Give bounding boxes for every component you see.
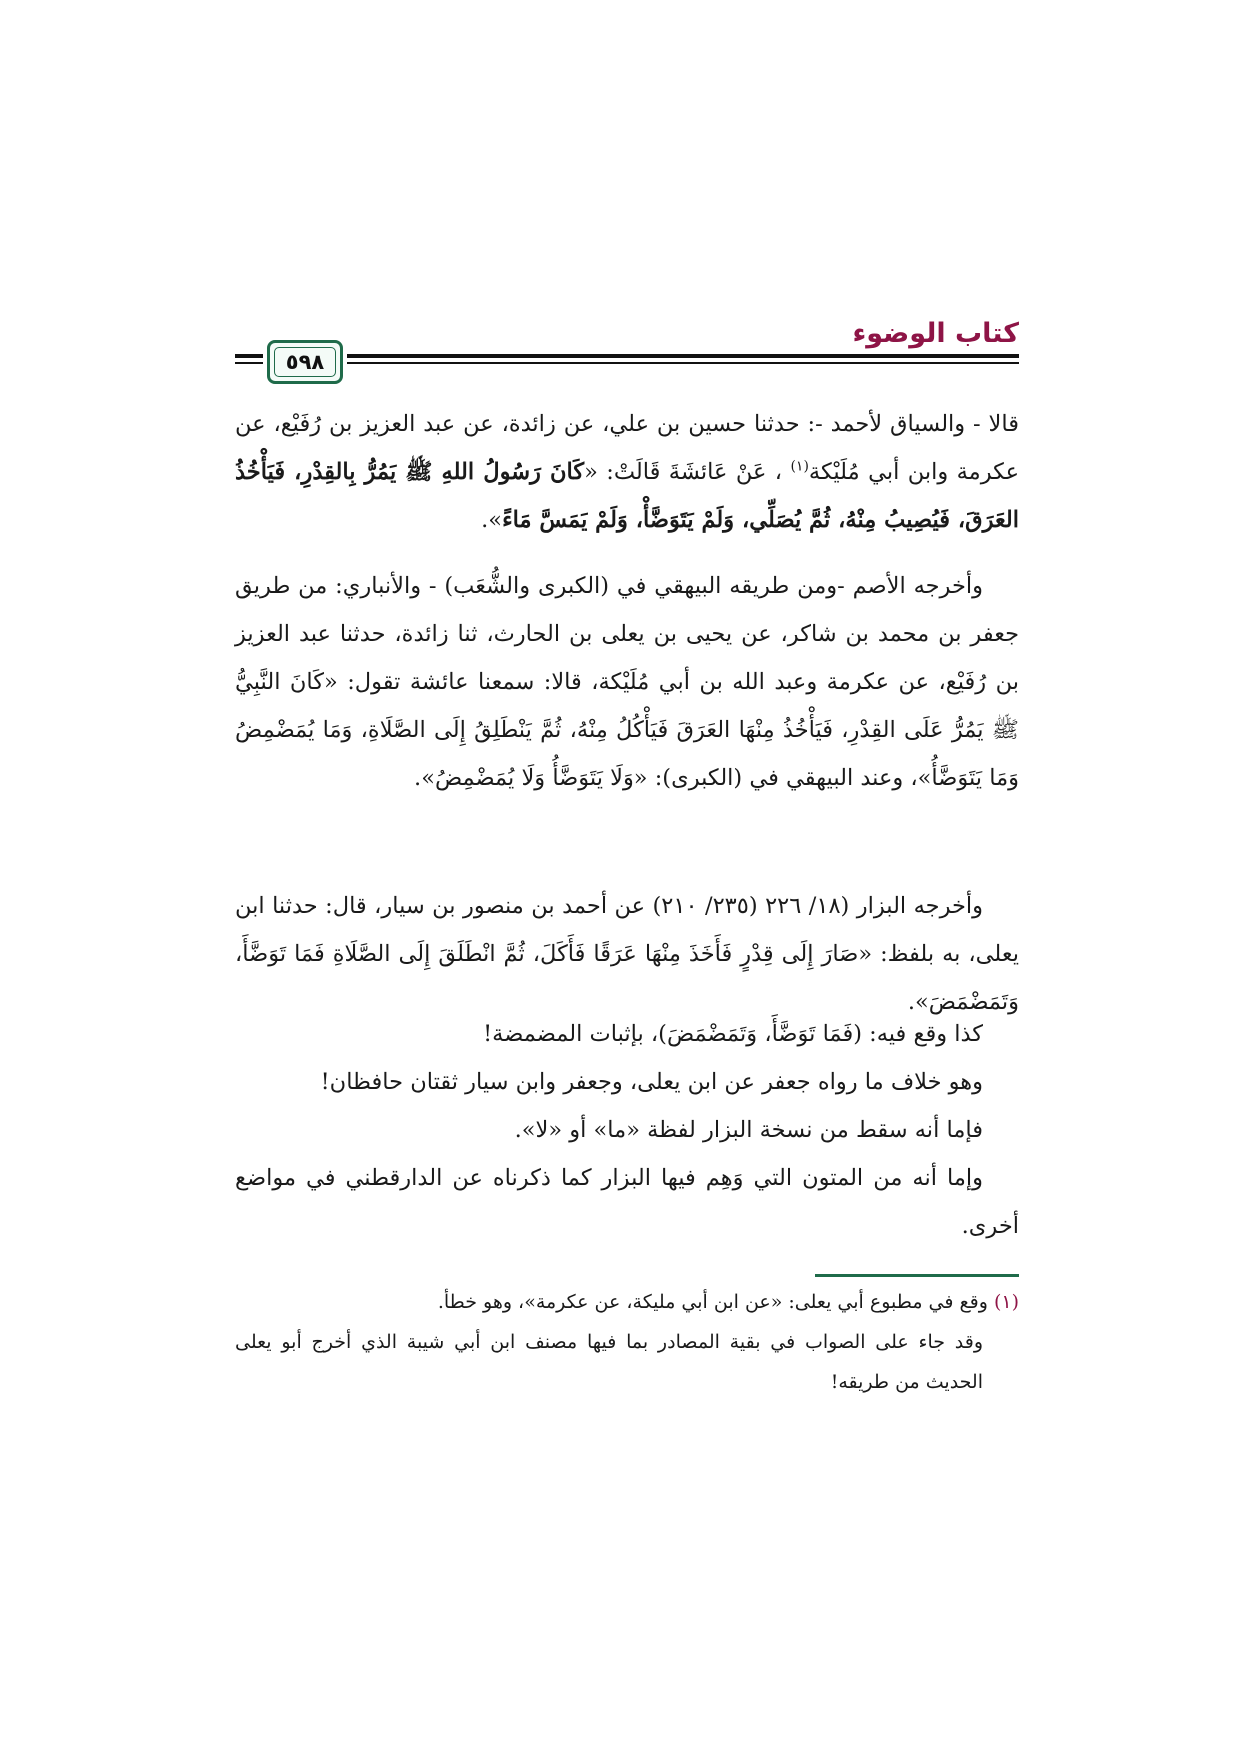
paragraph-4-text: كذا وقع فيه: (فَمَا تَوَضَّأَ، وَتَمَضْمَضَ)، بإثبات المضمضة! [483,1021,983,1047]
hadith-quote: كَانَ رَسُولُ اللهِ ﷺ يَمُرُّ بِالقِدْرِ، فَيَأْخُذُ العَرَقَ، فَيُصِيبُ مِنْهُ، ثُمَّ يُصَلِّي، وَلَمْ يَتَوَضَّأْ، وَلَمْ يَمَسَّ مَاءً [235,459,1019,533]
paragraph-7-text: وإما أنه من المتون التي وَهِم فيها البزار كما ذكرناه عن الدارقطني في مواضع أخرى. [235,1165,1019,1239]
footnote-ref[interactable]: (١) [790,458,809,475]
paragraph-1-end: ». [481,507,503,533]
book-title: كتاب الوضوء [852,318,1019,349]
footnote-divider [815,1274,1019,1277]
paragraph-4 [235,1010,1019,1058]
footnote-number: (١) [993,1291,1019,1313]
header-rule-left-thin [235,362,263,364]
page-number: ٥٩٨ [285,350,325,374]
paragraph-6-text: فإما أنه سقط من نسخة البزار لفظة «ما» أو «لا». [514,1117,983,1143]
paragraph-1-text: قالا - والسياق لأحمد -: حدثنا حسين بن علي، عن زائدة، عن عبد العزيز بن رُفَيْع، عن عكرمة وابن أبي مُلَيْكة [235,411,1019,485]
paragraph-3 [235,882,1019,1026]
page-number-badge [267,340,343,384]
paragraph-6 [235,1106,1019,1154]
paragraph-1-text-b: ، عَنْ عَائشَةَ قَالَتْ: « [584,459,791,485]
header-rule [347,354,1019,358]
paragraph-7 [235,1154,1019,1250]
paragraph-2 [235,562,1019,802]
paragraph-5-text: وهو خلاف ما رواه جعفر عن ابن يعلى، وجعفر وابن سيار ثقتان حافظان! [320,1069,983,1095]
paragraph-2-text: وأخرجه الأصم -ومن طريقه البيهقي في (الكبرى والشُّعَب) - والأنباري: من طريق جعفر بن محمد بن شاكر، عن يحيى بن يعلى بن الحارث، ثنا زائدة، حدثنا عبد العزيز بن رُفَيْع، عن عكرمة وعبد الله بن أبي مُلَيْكة، قالا: سمعنا عائشة تقول: «كَانَ النَّبِيُّ ﷺ يَمُرُّ عَلَى القِدْرِ، فَيَأْخُذُ مِنْهَا العَرَقَ فَيَأْكُلُ مِنْهُ، ثُمَّ يَنْطَلِقُ إِلَى الصَّلَاةِ، وَمَا يُمَضْمِضُ وَمَا يَتَوَضَّأُ»، وعند البيهقي في (الكبرى): «وَلَا يَتَوَضَّأُ وَلَا يُمَضْمِضُ». [235,573,1019,791]
footnote-line-1: وقع في مطبوع أبي يعلى: «عن ابن أبي مليكة، عن عكرمة»، وهو خطأ. [437,1291,994,1313]
paragraph-1 [235,400,1019,544]
footnote-line-2: وقد جاء على الصواب في بقية المصادر بما فيها مصنف ابن أبي شيبة الذي أخرج أبو يعلى الحديث من طريقه! [235,1331,983,1393]
paragraph-3-text: وأخرجه البزار (١٨/ ٢٢٦ (٢٣٥/ ٢١٠) عن أحمد بن منصور بن سيار، قال: حدثنا ابن يعلى، به بلفظ: «صَارَ إِلَى قِدْرٍ فَأَخَذَ مِنْهَا عَرَقًا فَأَكَلَ، ثُمَّ انْطَلَقَ إِلَى الصَّلَاةِ فَمَا تَوَضَّأَ، وَتَمَضْمَضَ». [235,893,1019,1015]
page-header [235,318,1019,393]
footnote [235,1282,1019,1402]
paragraph-5 [235,1058,1019,1106]
header-rule-left [235,354,263,358]
header-rule-thin [347,362,1019,364]
